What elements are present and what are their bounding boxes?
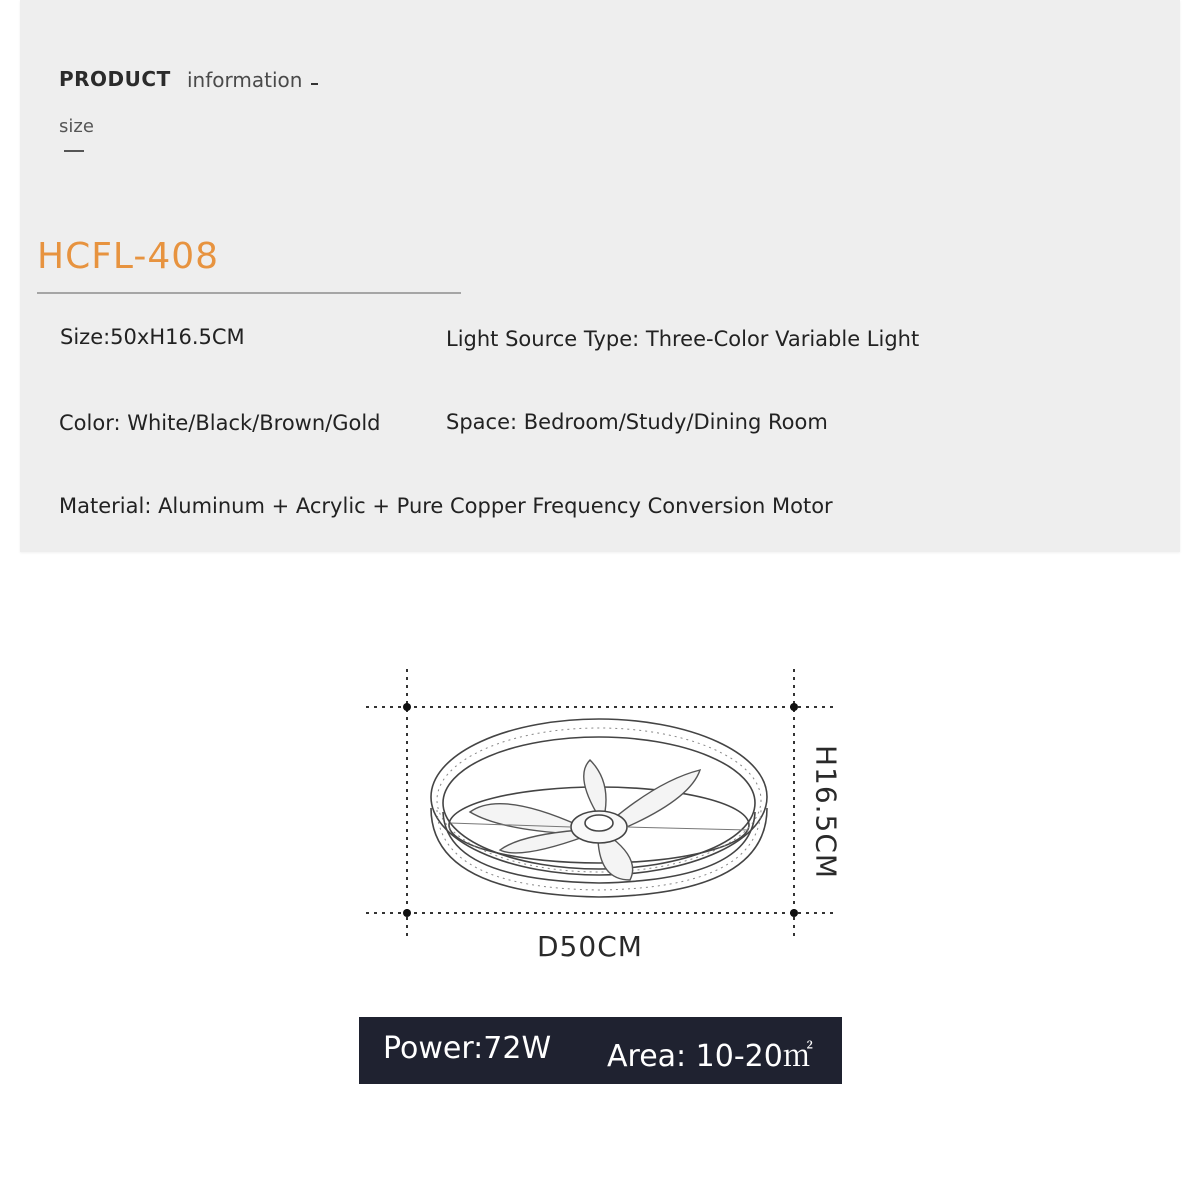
spec-color: Color: White/Black/Brown/Gold xyxy=(59,411,381,435)
spec-size: Size:50xH16.5CM xyxy=(60,325,245,349)
header-product: PRODUCT xyxy=(59,67,171,91)
tab-size[interactable]: size xyxy=(59,116,94,137)
ceiling-fan-illustration xyxy=(431,719,767,897)
area-label: Area: 10-20㎡ xyxy=(607,1039,813,1074)
spec-space: Space: Bedroom/Study/Dining Room xyxy=(446,410,828,434)
height-label: H16.5CM xyxy=(809,744,843,880)
diameter-label: D50CM xyxy=(537,930,643,963)
power-label: Power:72W xyxy=(383,1031,552,1066)
header-information: information xyxy=(187,68,303,92)
spec-light-source: Light Source Type: Three-Color Variable Light xyxy=(446,327,920,351)
model-number: HCFL-408 xyxy=(37,236,220,277)
spec-material: Material: Aluminum + Acrylic + Pure Copper Frequency Conversion Motor xyxy=(59,494,833,518)
